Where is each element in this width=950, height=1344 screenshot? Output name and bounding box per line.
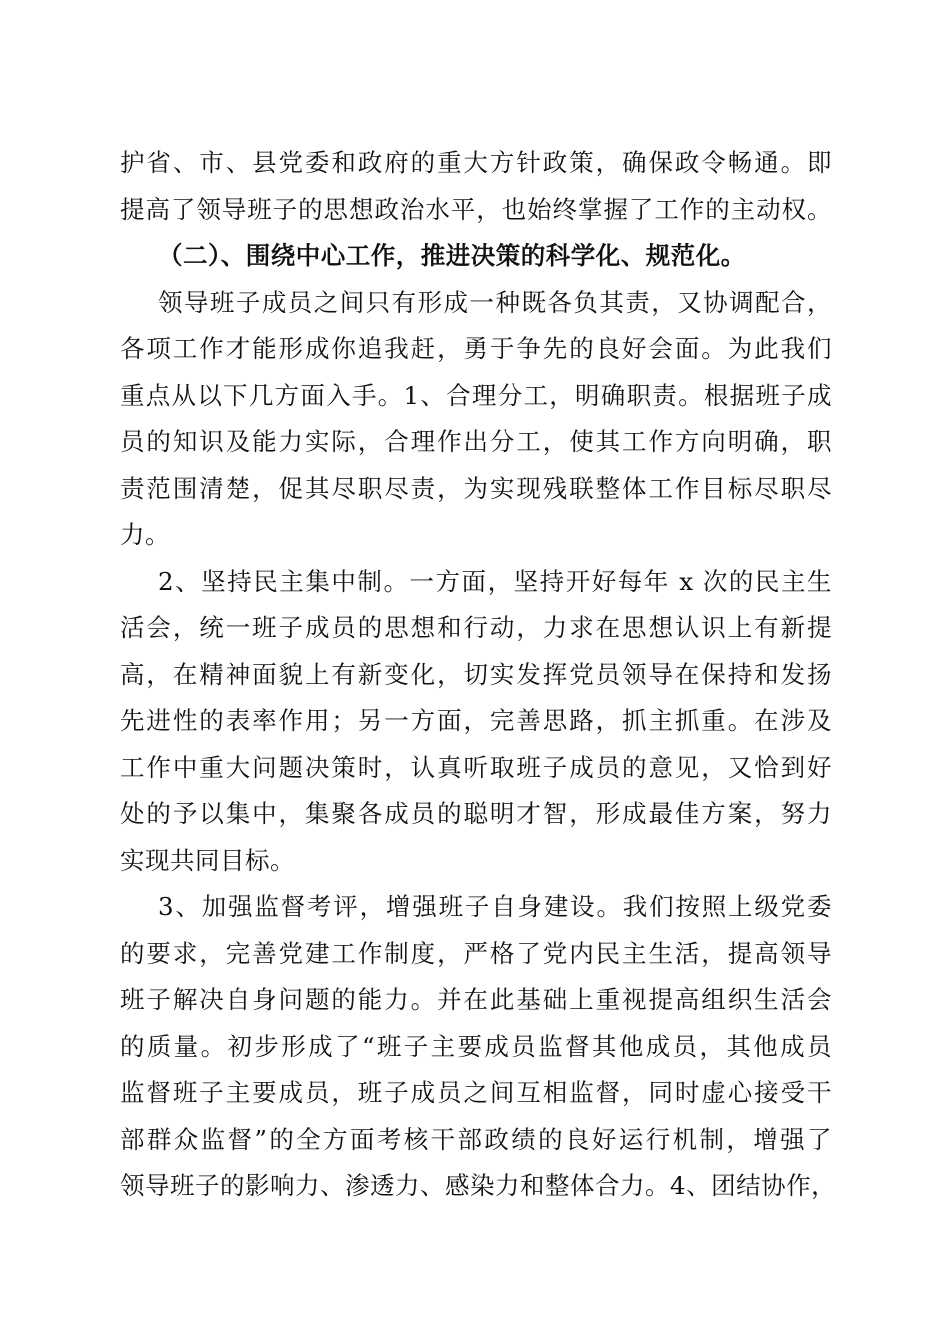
text-line: 的质量。初步形成了“班子主要成员监督其他成员，其他成员 xyxy=(120,1031,832,1061)
text-line: 责范围清楚，促其尽职尽责，为实现残联整体工作目标尽职尽 xyxy=(120,473,832,503)
heading-text: （二）、围绕中心工作，推进决策的科学化、规范化。 xyxy=(158,241,746,270)
text-line: 领导班子成员之间只有形成一种既各负其责，又协调配合， xyxy=(158,287,832,317)
text-line: 活会，统一班子成员的思想和行动，力求在思想认识上有新提 xyxy=(120,613,832,642)
text-line: 3、加强监督考评，增强班子自身建设。我们按照上级党委 xyxy=(158,892,832,921)
paragraph-continuation xyxy=(120,140,832,233)
paragraph-democratic-centralism xyxy=(120,559,832,885)
text-line: 2、坚持民主集中制。一方面，坚持开好每年 x 次的民主生 xyxy=(158,566,832,596)
text-line: 的要求，完善党建工作制度，严格了党内民主生活，提高领导 xyxy=(120,938,832,968)
text-line: 处的予以集中，集聚各成员的聪明才智，形成最佳方案，努力 xyxy=(120,799,832,828)
text-line: 实现共同目标。 xyxy=(120,845,295,875)
text-line: 部群众监督”的全方面考核干部政绩的良好运行机制，增强了 xyxy=(120,1124,832,1154)
document-page xyxy=(120,140,837,1210)
text-line: 重点从以下几方面入手。1、合理分工，明确职责。根据班子成 xyxy=(120,380,832,410)
text-line: 力。 xyxy=(120,520,170,549)
text-line: 工作中重大问题决策时，认真听取班子成员的意见，又恰到好 xyxy=(120,752,832,782)
text-line: 领导班子的影响力、渗透力、感染力和整体合力。4、团结协作， xyxy=(120,1171,837,1200)
section-heading xyxy=(120,233,832,280)
text-line: 护省、市、县党委和政府的重大方针政策，确保政令畅通。即 xyxy=(120,148,832,177)
text-line: 监督班子主要成员，班子成员之间互相监督，同时虚心接受干 xyxy=(120,1078,832,1107)
text-line: 高，在精神面貌上有新变化，切实发挥党员领导在保持和发扬 xyxy=(120,659,832,689)
paragraph-supervision xyxy=(120,884,837,1210)
text-line: 提高了领导班子的思想政治水平，也始终掌握了工作的主动权。 xyxy=(120,194,832,224)
text-line: 先进性的表率作用；另一方面，完善思路，抓主抓重。在涉及 xyxy=(120,706,832,735)
text-line: 各项工作才能形成你追我赶，勇于争先的良好会面。为此我们 xyxy=(120,334,832,363)
text-line: 班子解决自身问题的能力。并在此基础上重视提高组织生活会 xyxy=(120,985,832,1014)
text-line: 员的知识及能力实际，合理作出分工，使其工作方向明确，职 xyxy=(120,427,832,456)
paragraph-leadership-roles xyxy=(120,280,832,559)
